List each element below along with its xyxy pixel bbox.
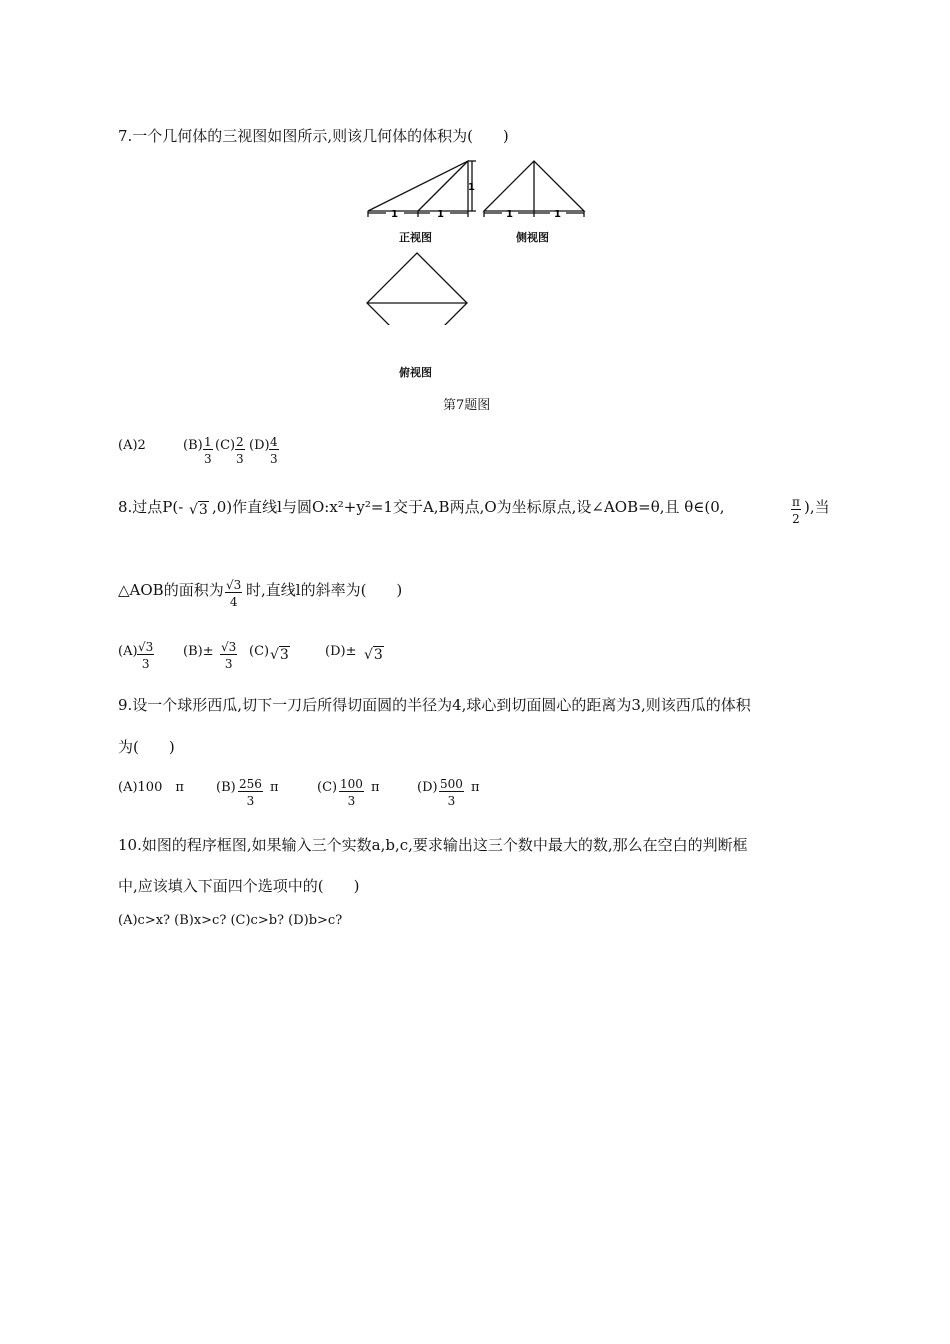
- q8-stem-part2: ,0)作直线l与圆O:x²+y²=1交于A,B两点,O为坐标原点,设∠AOB=θ,且 θ∈(0,: [212, 498, 725, 516]
- q8-pi-over-2: $\frac{\pi}{2}$: [792, 495, 800, 526]
- q9-option-b-fraction: $\frac{256}{3}$: [239, 777, 262, 808]
- q8-option-c-prefix: (C): [249, 644, 270, 659]
- q9-stem-line2: 为( ): [118, 738, 175, 756]
- q9-option-a: (A)100 π: [118, 780, 184, 795]
- front-dim-1b-label: 1: [437, 209, 444, 220]
- q7-option-d-fraction: $\frac{4}{3}$: [270, 435, 278, 466]
- q7-stem: 7.一个几何体的三视图如图所示,则该几何体的体积为( ): [118, 127, 509, 145]
- q9-option-d-fraction: $\frac{500}{3}$: [440, 777, 463, 808]
- q7-figure-caption: 第7题图: [443, 398, 491, 413]
- q9-option-b-pi: π: [270, 780, 279, 795]
- q8-option-a-fraction: $\frac{√3}{3}$: [138, 640, 154, 671]
- q8-stem-part3: ),当: [804, 498, 830, 516]
- q8-option-d-sqrt3: √3: [364, 647, 383, 663]
- top-view-label: 俯视图: [399, 366, 432, 379]
- q7-option-a: (A)2: [118, 438, 146, 453]
- q8-sqrt3: √3: [189, 502, 208, 518]
- q7-option-b-prefix: (B): [183, 438, 203, 453]
- side-dim-1b-label: 1: [554, 209, 561, 220]
- q8-option-b-fraction: $\frac{√3}{3}$: [221, 640, 237, 671]
- q9-option-c-prefix: (C): [317, 780, 338, 795]
- q8-stem-part1: 8.过点P(-: [118, 498, 184, 516]
- q8-option-a-prefix: (A): [118, 644, 138, 659]
- q7-option-b-fraction: $\frac{1}{3}$: [204, 435, 212, 466]
- q8-option-d-prefix: (D)±: [325, 644, 357, 659]
- side-dim-1a-label: 1: [506, 209, 513, 220]
- q10-options: (A)c>x? (B)x>c? (C)c>b? (D)b>c?: [118, 913, 343, 928]
- front-view-label: 正视图: [399, 231, 432, 244]
- q9-option-d-pi: π: [471, 780, 480, 795]
- front-view-drawing: [368, 161, 476, 220]
- side-view-label: 侧视图: [516, 231, 549, 244]
- q8-option-c-sqrt3: √3: [270, 647, 289, 663]
- q9-option-c-pi: π: [371, 780, 380, 795]
- q7-option-d-prefix: (D): [249, 438, 270, 453]
- side-view-drawing: [484, 161, 584, 220]
- q9-option-b-prefix: (B): [216, 780, 236, 795]
- q7-option-c-fraction: $\frac{2}{3}$: [236, 435, 244, 466]
- q9-stem-line1: 9.设一个球形西瓜,切下一刀后所得切面圆的半径为4,球心到切面圆心的距离为3,则该西瓜的体积: [118, 696, 751, 714]
- q8-line2-part2: 时,直线l的斜率为( ): [246, 581, 403, 599]
- q10-stem-line1: 10.如图的程序框图,如果输入三个实数a,b,c,要求输出这三个数中最大的数,那么在空白的判断框: [118, 836, 748, 854]
- front-height-label: 1: [468, 182, 475, 193]
- q9-option-d-prefix: (D): [417, 780, 438, 795]
- q7-three-view-figure: [360, 155, 590, 325]
- q10-stem-line2: 中,应该填入下面四个选项中的( ): [118, 877, 360, 895]
- q7-option-c-prefix: (C): [215, 438, 236, 453]
- q8-option-b-prefix: (B)±: [183, 644, 214, 659]
- q8-line2-part1: △AOB的面积为: [118, 581, 224, 599]
- front-dim-1a-label: 1: [391, 209, 398, 220]
- q9-option-c-fraction: $\frac{100}{3}$: [340, 777, 363, 808]
- q8-area-fraction: $\frac{√3}{4}$: [226, 578, 242, 609]
- top-view-drawing: [367, 253, 467, 325]
